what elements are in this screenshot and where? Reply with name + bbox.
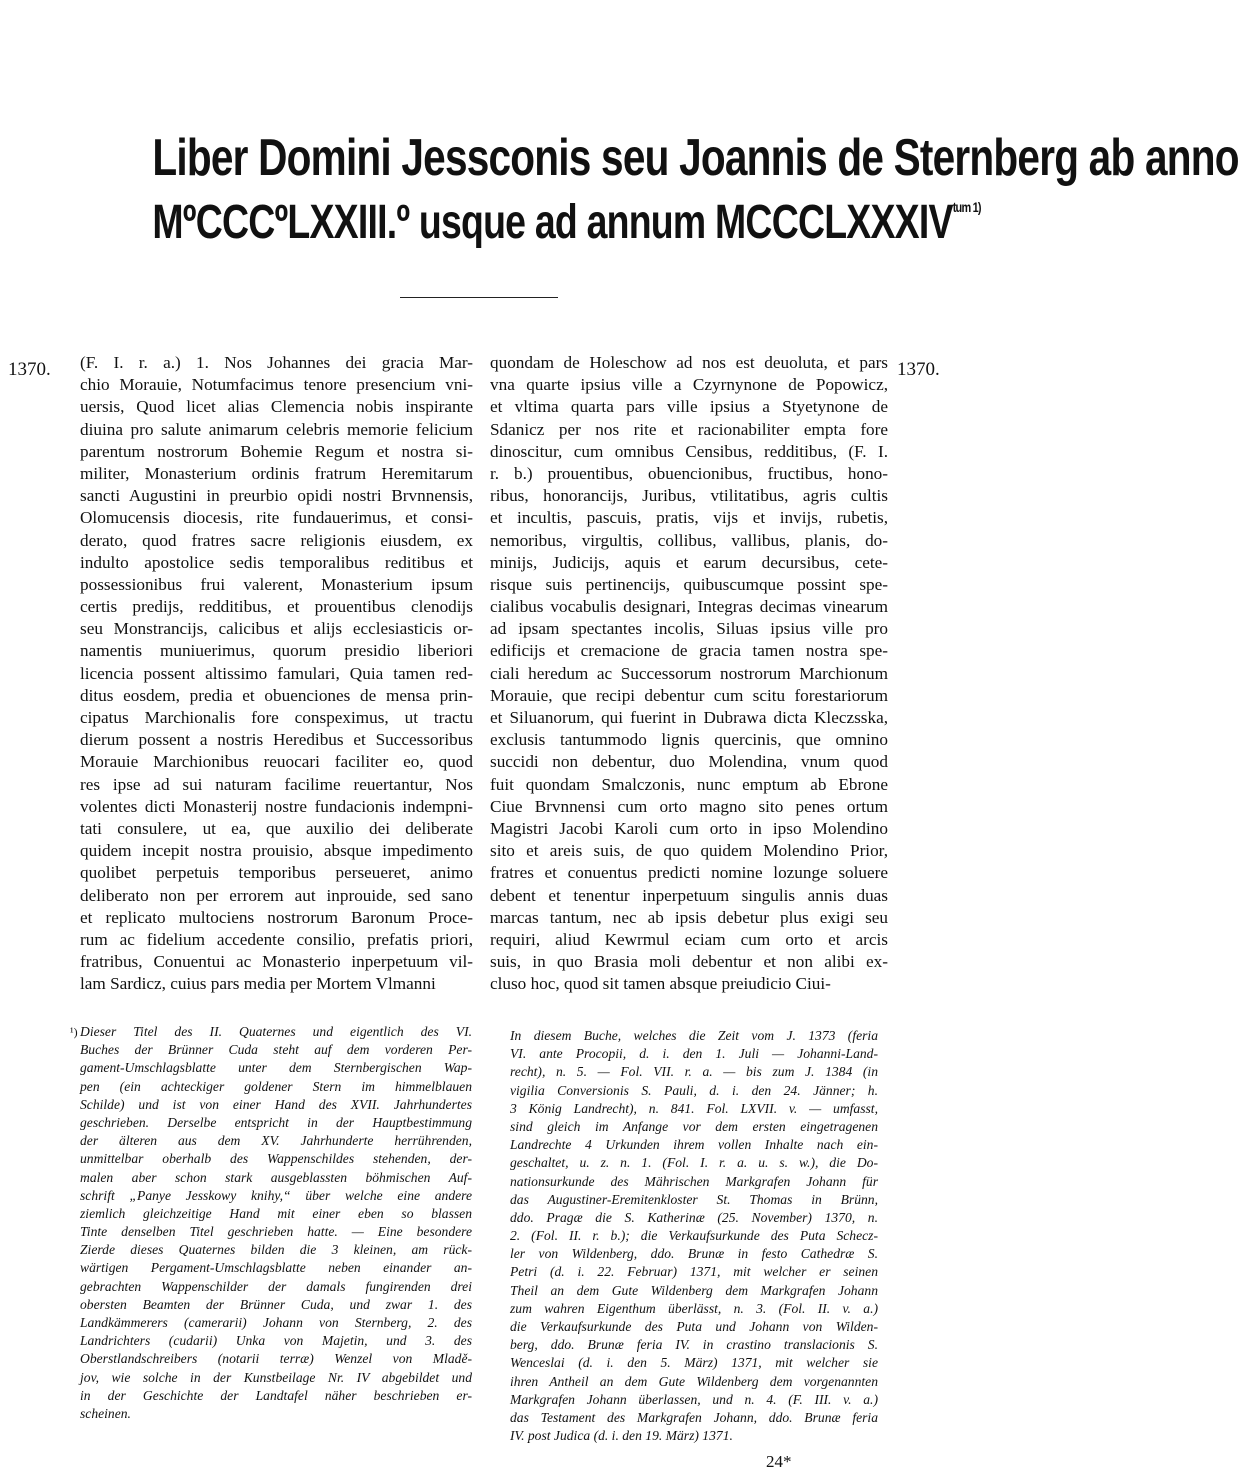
body-line: seu Monstrancijs, calicibus et alijs ecclesiasticis or- bbox=[80, 619, 473, 639]
body-line: rum ac fidelium accedente consilio, prefatis priori, bbox=[80, 929, 473, 949]
body-line: indulto apostolice sedis temporalibus reditibus et bbox=[80, 552, 473, 572]
footnote-divider bbox=[80, 1013, 380, 1014]
body-line: et vltima quarta pars ville ipsius a Styetynone de bbox=[490, 397, 888, 417]
body-line: ciali heredum ac Successorum nostrorum Marchionum bbox=[490, 663, 888, 683]
page-number: 24* bbox=[766, 1452, 792, 1471]
note-line: VI. ante Procopii, d. i. den 1. Juli — Johanni-Land- bbox=[510, 1046, 878, 1062]
note-line: ddo. Pragæ die S. Katherinæ (25. November) 1370, n. bbox=[510, 1209, 878, 1225]
body-line: Magistri Jacobi Karoli cum orto in ipso Molendino bbox=[490, 818, 888, 838]
body-line: licencia possent altissimo famulari, Quia tamen red- bbox=[80, 663, 473, 683]
footnote-line: Buches der Brünner Cuda steht auf dem vorderen Per- bbox=[80, 1042, 472, 1058]
body-line: cialibus vocabulis designari, Integras decimas vinearum bbox=[490, 597, 888, 617]
body-line: diuina pro salute animarum celebris memorie felicium bbox=[80, 419, 473, 439]
note-line: vigilia Conversionis S. Pauli, d. i. den 24. Jänner; h. bbox=[510, 1082, 878, 1098]
footnote-line: in der Geschichte der Landtafel näher beschrieben er- bbox=[80, 1387, 472, 1403]
body-line: volentes dicti Monasterij nostre fundacionis indempni- bbox=[80, 796, 473, 816]
note-line: Theil an dem Gute Wildenberg dem Markgrafen Johann bbox=[510, 1282, 878, 1298]
footnote-line: Landkämmerers (camerarii) Johann von Sternberg, 2. des bbox=[80, 1315, 472, 1330]
body-line: quolibet perpetuis temporibus perseueret, animo bbox=[80, 863, 473, 883]
body-line: tati consulere, ut ea, que auxilio dei deliberate bbox=[80, 818, 473, 838]
title-divider bbox=[400, 297, 558, 298]
footnote-line: ziemlich gleichzeitige Hand mit einer eben so blassen bbox=[80, 1205, 472, 1221]
footnote-line: schrift „Panye Jesskowy knihy,“ über welche eine andere bbox=[80, 1187, 472, 1203]
body-line: dierum possent a nostris Heredibus et Successoribus bbox=[80, 730, 473, 750]
footnote-line: gament-Umschlagsblatte unter dem Sternbergischen Wap- bbox=[80, 1060, 472, 1076]
body-line: sito et areis suis, de quo quidem Molendino Prior, bbox=[490, 841, 888, 861]
note-line: berg, ddo. Brunæ feria IV. in crastino translacionis S. bbox=[510, 1337, 878, 1353]
title-line-2-text: MºCCCºLXXIII.º usque ad annum MCCCLXXXIV bbox=[152, 196, 953, 249]
body-line: sancti Augustini in preurbio opidi nostri Brvnnensis, bbox=[80, 486, 473, 506]
note-line: Landrechte 4 Urkunden ihrem vollen Inhalte nach ein- bbox=[510, 1137, 878, 1153]
note-line: 2. (Fol. II. r. b.); die Verkaufsurkunde des Puta Schecz- bbox=[510, 1228, 878, 1244]
body-line: et replicato multociens nostrorum Baronum Proce- bbox=[80, 907, 473, 927]
body-line: (F. I. r. a.) 1. Nos Johannes dei gracia Mar- bbox=[80, 353, 473, 372]
body-line: uersis, Quod licet alias Clemencia nobis inspirante bbox=[80, 397, 473, 417]
body-column-left bbox=[80, 352, 473, 995]
body-line: namentis muniuerimus, quorum presidio liberiori bbox=[80, 641, 473, 661]
footnote-line: Zierde dieses Quaternes bilden die 3 kleinen, am rück- bbox=[80, 1242, 472, 1258]
footnote-column-right bbox=[510, 1027, 878, 1445]
body-line: deliberato non per errorem aut inprouide, sed sano bbox=[80, 885, 473, 905]
body-line: fratres et conuentus predicti nomine lozunge soluere bbox=[490, 863, 888, 883]
body-line: et Siluanorum, qui fuerint in Dubrawa dicta Kleczsska, bbox=[490, 708, 888, 727]
note-line: In diesem Buche, welches die Zeit vom J. 1373 (feria bbox=[510, 1028, 878, 1043]
body-line: debent et tenentur inperpetuum singulis annis duas bbox=[490, 885, 888, 905]
footnote-line: obersten Beamten der Brünner Cuda, und zwar 1. des bbox=[80, 1296, 472, 1312]
body-line: vna quarte ipsius ville a Czyrnynone de Popowicz, bbox=[490, 375, 888, 395]
body-line: derato, quod fratres sacre religionis eiusdem, ex bbox=[80, 530, 473, 550]
footnote-line: Tinte denselben Titel geschrieben hatte. — Eine besondere bbox=[80, 1224, 472, 1240]
body-line: Sdanicz per nos rite et racionabiliter empta fore bbox=[490, 419, 888, 439]
body-line: res ipse ad sui naturam facilime reuertantur, Nos bbox=[80, 774, 473, 794]
note-line: geschaltet, u. z. n. 1. (Fol. I. r. a. u. s. w.), die Do- bbox=[510, 1155, 878, 1171]
footnote-marker: ¹) bbox=[70, 1025, 78, 1039]
body-line: dinoscitur, cum omnibus Censibus, redditibus, (F. I. bbox=[490, 441, 888, 461]
body-line: cipatus Marchionalis fore conspeximus, ut tractu bbox=[80, 708, 473, 727]
body-line: certis predijs, redditibus, et prouentibus clenodijs bbox=[80, 597, 473, 617]
footnote-line: Landrichters (cudarii) Unka von Majetin, und 3. des bbox=[80, 1333, 472, 1349]
footnote-line: Schilde) und ist von einer Hand des XVII. Jahrhundertes bbox=[80, 1096, 472, 1112]
footnote-column-left bbox=[70, 1023, 472, 1423]
note-line: das Testament des Markgrafen Johann, ddo. Brunæ feria bbox=[510, 1409, 878, 1425]
note-line: Wenceslai (d. i. den 5. März) 1371, mit welcher sie bbox=[510, 1355, 878, 1371]
footnote-line: pen (ein achteckiger goldener Stern im himmelblauen bbox=[80, 1078, 472, 1094]
body-line: Ciue Brvnnensi cum orto magno sito penes ortum bbox=[490, 796, 888, 816]
note-line: nationsurkunde des Mährischen Markgrafen Johann für bbox=[510, 1173, 878, 1189]
footnote-line: wärtigen Pergament-Umschlagsblatte neben einander an- bbox=[80, 1260, 472, 1276]
body-line: quidem incepit nostra prouisio, absque impedimento bbox=[80, 841, 473, 861]
note-line: Petri (d. i. 22. Februar) 1371, mit welcher er seinen bbox=[510, 1264, 878, 1280]
body-line: exclusis tantummodo lignis quercinis, que omnino bbox=[490, 730, 888, 750]
note-line: die Verkaufsurkunde des Puta und Johann von Wilden- bbox=[510, 1319, 878, 1334]
footnote-line: unmittelbar oberhalb des Wappenschildes stehenden, der- bbox=[80, 1151, 472, 1167]
note-line: 3 König Landrecht), n. 841. Fol. LXVII. v. — umfasst, bbox=[510, 1100, 878, 1116]
body-line: possessionibus frui valerent, Monasterium ipsum bbox=[80, 574, 473, 594]
body-line: parentum nostrorum Bohemie Regum et nostra si- bbox=[80, 441, 473, 461]
note-line: recht), n. 5. — Fol. VII. r. a. — bis zum J. 1384 (in bbox=[510, 1064, 878, 1080]
note-line: sind gleich im Anfange vor dem ersten eingetragenen bbox=[510, 1118, 878, 1134]
body-line: Olomucensis diocesis, rite fundauerimus, et consi- bbox=[80, 508, 473, 528]
footnote-line: scheinen. bbox=[80, 1405, 131, 1421]
body-line: ad ipsam spectantes incolis, Siluas ipsius ville pro bbox=[490, 619, 888, 639]
note-line: ihren Antheil an dem Gute Wildenberg dem vorgenannten bbox=[510, 1373, 878, 1389]
footnote-line: gebrachten Wappenschilder der damals fungirenden drei bbox=[80, 1278, 472, 1294]
footnote-line: jov, wie solche in der Kunstbeilage Nr. IV abgebildet und bbox=[80, 1369, 472, 1385]
footnote-line: malen aber schon stark ausgeblassten böhmischen Auf- bbox=[80, 1169, 472, 1185]
body-line: nemoribus, virgultis, collibus, vallibus, planis, do- bbox=[490, 530, 888, 550]
footnote-line: geschrieben. Derselbe entspricht in der Hauptbestimmung bbox=[80, 1114, 472, 1130]
note-line: das Augustiner-Eremitenkloster St. Thomas in Brünn, bbox=[510, 1191, 878, 1207]
body-line: cluso hoc, quod sit tamen absque preiudicio Ciui- bbox=[490, 974, 831, 994]
body-line: succidi non debentur, duo Molendina, vnum quod bbox=[490, 752, 888, 772]
title-line-2 bbox=[152, 195, 981, 250]
note-line: zum wahren Eigenthum überlässt, n. 3. (Fol. II. v. a.) bbox=[510, 1300, 878, 1316]
body-line: r. b.) prouentibus, obuencionibus, fructibus, hono- bbox=[490, 463, 888, 483]
footnote-line: Oberstlandschreibers (notarii terræ) Wenzel von Mladě- bbox=[80, 1351, 472, 1367]
body-line: suis, in quo Brasia moli debentur et non alibi ex- bbox=[490, 952, 888, 972]
body-line: edificijs et cremacione de gracia tamen nostra spe- bbox=[490, 641, 888, 661]
body-line: et incultis, pascuis, pratis, vijs et invijs, rubetis, bbox=[490, 508, 888, 528]
body-line: chio Morauie, Notumfacimus tenore presencium vni- bbox=[80, 375, 473, 395]
footnote-line: Dieser Titel des II. Quaternes und eigentlich des VI. bbox=[80, 1024, 472, 1039]
body-line: requiri, aliud Kewrmul eciam cum orto et arcis bbox=[490, 929, 888, 949]
note-line: ler von Wildenberg, ddo. Brunæ in festo Cathedræ S. bbox=[510, 1246, 878, 1262]
body-line: quondam de Holeschow ad nos est deuoluta, et pars bbox=[490, 353, 888, 372]
note-line: IV. post Judica (d. i. den 19. März) 1371. bbox=[510, 1428, 733, 1444]
margin-year-right: 1370. bbox=[897, 359, 940, 380]
body-line: Morauie, que recipi debentur cum scitu forestariorum bbox=[490, 685, 888, 705]
footnote-line: der älteren aus dem XV. Jahrhunderte herrührenden, bbox=[80, 1133, 472, 1149]
body-line: fuit quondam Smalczonis, nunc emptum ab Ebrone bbox=[490, 774, 888, 794]
title-line-1: Liber Domini Jessconis seu Joannis de Sternberg ab anno bbox=[152, 129, 1239, 187]
body-line: fratribus, Conuentui ac Monasterio inperpetuum vil- bbox=[80, 952, 473, 972]
body-line: ribus, honorancijs, Juribus, vtilitatibus, agris cultis bbox=[490, 486, 888, 506]
body-line: risque suis pertinencijs, quibuscumque possint spe- bbox=[490, 574, 888, 594]
note-line: Markgrafen Johann überlassen, und n. 4. (F. III. v. a.) bbox=[510, 1391, 878, 1407]
body-line: minijs, Judicijs, aquis et earum decursibus, cete- bbox=[490, 552, 888, 572]
body-line: marcas tantum, nec ab ipsis debetur plus exigi seu bbox=[490, 907, 888, 927]
body-column-right bbox=[490, 352, 888, 995]
body-line: lam Sardicz, cuius pars media per Mortem Vlmanni bbox=[80, 974, 436, 994]
body-line: ditus eosdem, predia et obuenciones de mensa prin- bbox=[80, 685, 473, 705]
title-superscript: tum 1) bbox=[952, 199, 981, 215]
body-line: Morauie Marchionibus reuocari faciliter eo, quod bbox=[80, 752, 473, 772]
body-line: militer, Monasterium ordinis fratrum Heremitarum bbox=[80, 463, 473, 483]
margin-year-left: 1370. bbox=[8, 359, 51, 380]
